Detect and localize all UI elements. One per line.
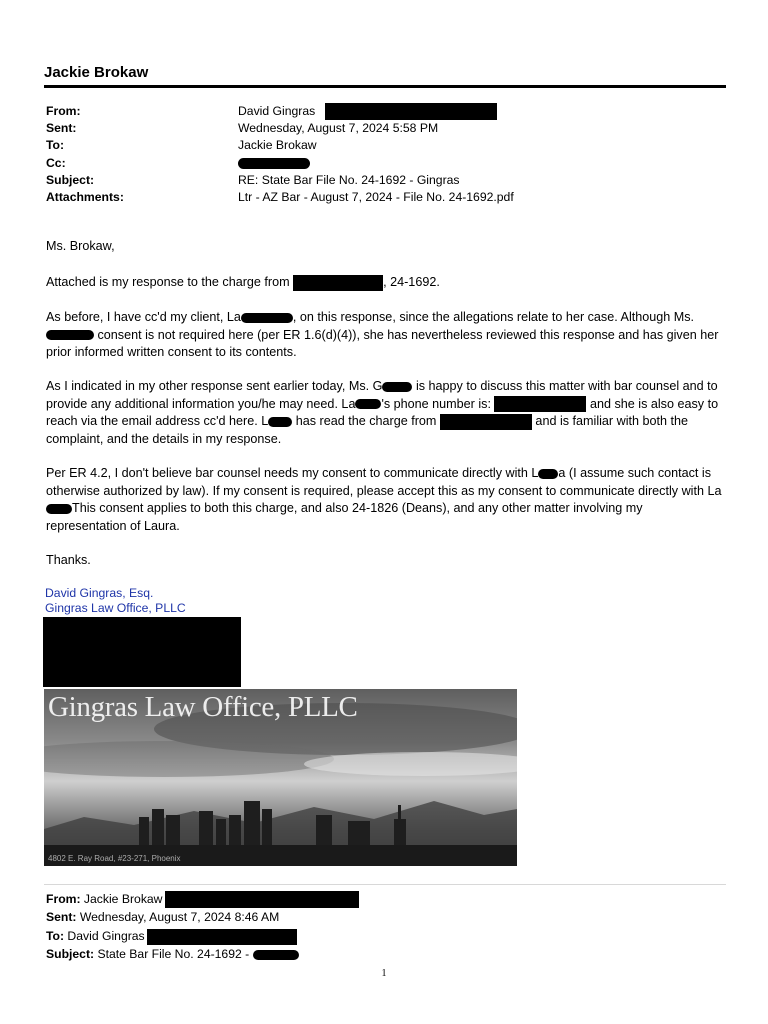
sent-value: Wednesday, August 7, 2024 5:58 PM <box>238 121 439 136</box>
prev-sent-label: Sent: <box>46 910 77 925</box>
p3-text-c: 's phone number is: <box>381 396 495 411</box>
from-name: David Gingras <box>238 104 316 118</box>
cc-label: Cc: <box>46 155 66 170</box>
signature-firm: Gingras Law Office, PLLC <box>45 601 186 615</box>
header-to-row <box>46 137 514 154</box>
page-number: 1 <box>381 968 387 979</box>
cc-value <box>238 155 310 172</box>
prev-from-value: Jackie Brokaw <box>80 892 163 906</box>
attachments-label: Attachments: <box>46 189 124 204</box>
header-from-row <box>46 103 514 120</box>
prev-subject-label: Subject: <box>46 947 95 962</box>
prev-to-value: David Gingras <box>64 928 145 943</box>
firm-banner-image <box>44 689 517 866</box>
header-sent-row <box>46 120 514 137</box>
header-subject-row <box>46 172 514 189</box>
greeting-text: Ms. Brokaw, <box>46 239 115 253</box>
sent-label: Sent: <box>46 121 77 136</box>
redaction-blob <box>538 469 558 479</box>
redaction-box <box>494 396 586 412</box>
paragraph-3 <box>46 378 726 448</box>
p4-text-a: Per ER 4.2, I don't believe bar counsel needs my consent to communicate directly with L <box>46 466 539 480</box>
banner-title: Gingras Law Office, PLLC <box>48 691 358 723</box>
paragraph-4 <box>46 465 726 535</box>
from-label: From: <box>46 104 81 118</box>
p4-text-b: a (I assume such contact is otherwise authorized by law). If my consent is required, please accept this as my consent to communicate directly with La <box>46 466 722 498</box>
p2-text-a: As before, I have cc'd my client, La <box>46 310 241 324</box>
p3-text-a: As I indicated in my other response sent earlier today, Ms. G <box>46 379 383 393</box>
prev-to-label: To: <box>46 928 65 943</box>
redaction-blob <box>46 504 72 514</box>
p1-text-b: , 24-1692. <box>383 275 440 289</box>
prev-from-label: From: <box>46 892 81 906</box>
redaction-blob <box>46 330 94 340</box>
thanks-text: Thanks. <box>46 553 91 567</box>
redaction-blob <box>268 417 292 427</box>
redaction-blob <box>253 950 299 960</box>
prev-subject-value: State Bar File No. 24-1692 - <box>94 947 253 962</box>
p3-text-f: and is familiar with both the complaint, and the details in my response. <box>46 414 689 446</box>
prev-to-row <box>46 927 359 945</box>
owner-divider <box>44 85 726 88</box>
p2-text-c: consent is not required here (per ER 1.6(d)(4)), she has nevertheless reviewed this response and has given her prior informed written consent to its contents. <box>46 327 719 359</box>
redaction-box <box>440 414 532 430</box>
signature-name: David Gingras, Esq. <box>45 586 154 600</box>
p3-text-e: has read the charge from <box>292 414 440 428</box>
p3-text-b: is happy to discuss this matter with bar counsel and to provide any additional information you/he may need. La <box>46 379 718 411</box>
header-attachments-row <box>46 189 514 206</box>
p3-text-d: and she is also easy to reach via the email address cc'd here. L <box>46 396 719 428</box>
redaction-blob <box>238 158 310 169</box>
greeting <box>46 238 726 256</box>
to-value: Jackie Brokaw <box>238 138 317 153</box>
paragraph-2 <box>46 309 726 362</box>
redaction-box <box>147 929 297 945</box>
banner-footer-text: 4802 E. Ray Road, #23-271, Phoenix <box>48 854 181 863</box>
redaction-blob <box>355 399 381 409</box>
redaction-box <box>43 617 241 687</box>
redaction-box <box>293 275 383 291</box>
p1-text-a: Attached is my response to the charge from <box>46 275 294 289</box>
previous-message-divider <box>44 884 726 885</box>
from-value <box>238 103 497 120</box>
redaction-box <box>165 891 359 908</box>
p4-text-c: This consent applies to both this charge, and also 24-1826 (Deans), and any other matter involving my representation of Laura. <box>46 501 643 533</box>
to-label: To: <box>46 138 65 153</box>
prev-sent-value: Wednesday, August 7, 2024 8:46 AM <box>76 910 280 925</box>
redaction-box <box>325 103 497 120</box>
p2-text-b: , on this response, since the allegations relate to her case. Although Ms. <box>292 310 695 324</box>
prev-from-row <box>46 890 359 908</box>
header-cc-row <box>46 155 514 172</box>
prev-sent-row <box>46 908 359 926</box>
previous-message-header <box>46 890 359 964</box>
paragraph-1 <box>46 274 726 292</box>
attachment-link[interactable]: Ltr - AZ Bar - August 7, 2024 - File No. 24-1692.pdf <box>238 189 514 204</box>
redaction-blob <box>241 313 293 323</box>
redaction-blob <box>382 382 412 392</box>
subject-label: Subject: <box>46 172 95 187</box>
closing <box>46 552 726 570</box>
email-header <box>46 103 514 206</box>
subject-value: RE: State Bar File No. 24-1692 - Gingras <box>238 172 460 187</box>
prev-subject-row <box>46 945 359 963</box>
mailbox-owner: Jackie Brokaw <box>44 64 149 81</box>
